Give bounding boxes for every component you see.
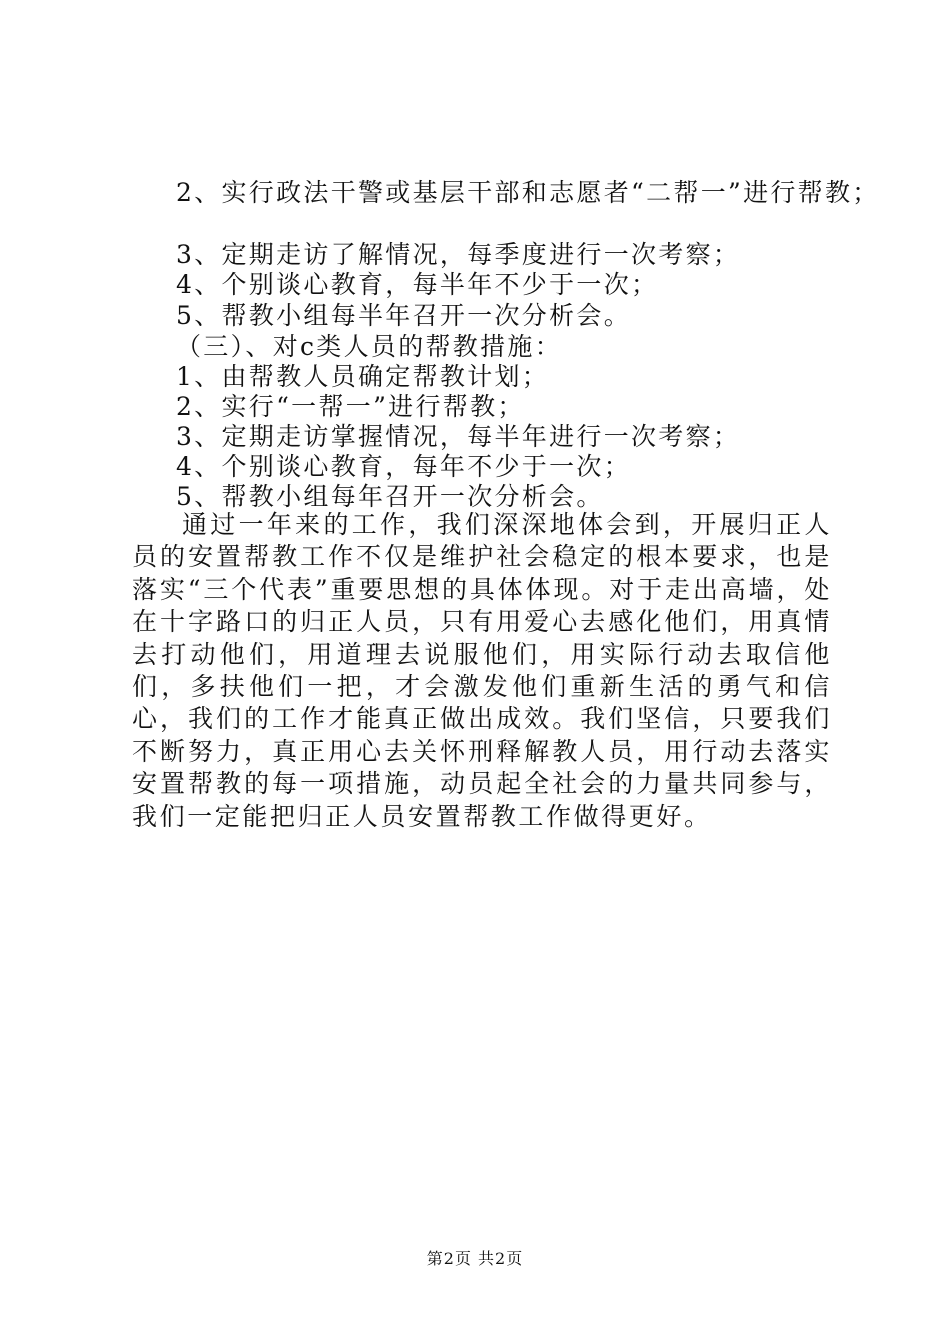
list-item-c1: 1、由帮教人员确定帮教计划； (176, 362, 550, 391)
list-item-c5: 5、帮教小组每年召开一次分析会。 (176, 482, 604, 511)
list-item-c4: 4、个别谈心教育，每年不少于一次； (176, 452, 632, 481)
list-item-c2: 2、实行“一帮一”进行帮教； (176, 392, 525, 421)
list-item-b3: 3、定期走访了解情况，每季度进行一次考察； (176, 240, 741, 269)
list-item-b4: 4、个别谈心教育，每半年不少于一次； (176, 270, 659, 299)
list-item-c3: 3、定期走访掌握情况，每半年进行一次考察； (176, 422, 741, 451)
conclusion-paragraph: 通过一年来的工作，我们深深地体会到，开展归正人员的安置帮教工作不仅是维护社会稳定的根本要求，也是落实“三个代表”重要思想的具体体现。对于走出高墙，处在十字路口的归正人员，只有用爱心去感化他们，用真情去打动他们，用道理去说服他们，用实际行动去取信他们，多扶他们一把，才会激发他们重新生活的勇气和信心，我们的工作才能真正做出成效。我们坚信，只要我们不断努力，真正用心去关怀刑释解教人员，用行动去落实安置帮教的每一项措施，动员起全社会的力量共同参与，我们一定能把归正人员安置帮教工作做得更好。 (132, 510, 832, 831)
list-item-b2: 2、实行政法干警或基层干部和志愿者“二帮一”进行帮教； (176, 178, 880, 207)
page-footer: 第2页 共2页 (426, 1249, 524, 1268)
section-c-heading: （三）、对c类人员的帮教措施： (176, 332, 563, 361)
list-item-b5: 5、帮教小组每半年召开一次分析会。 (176, 301, 632, 330)
